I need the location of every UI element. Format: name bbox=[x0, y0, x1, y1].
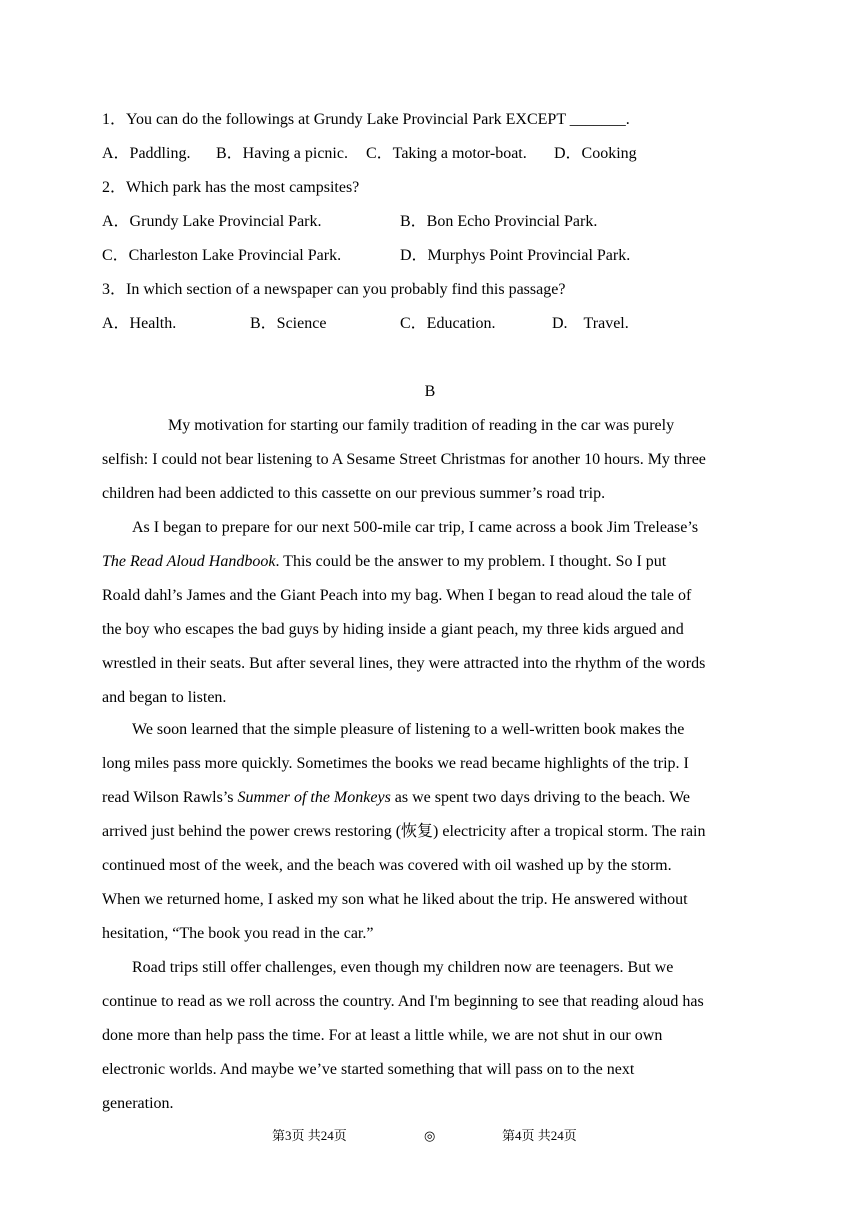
question-1-option-c: C．Taking a motor-boat. bbox=[366, 145, 527, 162]
p4-line-1: Road trips still offer challenges, even though my children now are teenagers. But we bbox=[132, 959, 674, 976]
question-1-option-b: B．Having a picnic. bbox=[216, 145, 348, 162]
p4-line-5: generation. bbox=[102, 1095, 174, 1112]
p3-line-4: arrived just behind the power crews restoring (恢复) electricity after a tropical storm. The rain bbox=[102, 823, 706, 840]
p2-line-4: the boy who escapes the bad guys by hiding inside a giant peach, my three kids argued and bbox=[102, 621, 684, 638]
question-1-text: 1．You can do the followings at Grundy Lake Provincial Park EXCEPT _______. bbox=[102, 111, 630, 128]
p4-line-3: done more than help pass the time. For at least a little while, we are not shut in our own bbox=[102, 1027, 663, 1044]
p3-line-3-b: as we spent two days driving to the beach. We bbox=[390, 789, 691, 806]
question-3-option-b: B．Science bbox=[250, 315, 327, 332]
p4-line-4: electronic worlds. And maybe we’ve started something that will pass on to the next bbox=[102, 1061, 635, 1078]
p3-line-3-a: read Wilson Rawls’s bbox=[102, 789, 238, 806]
p3-line-2: long miles pass more quickly. Sometimes the books we read became highlights of the trip. I bbox=[102, 755, 689, 772]
question-2-text: 2．Which park has the most campsites? bbox=[102, 179, 360, 196]
book-title-read-aloud-handbook: The Read Aloud Handbook bbox=[102, 553, 276, 570]
question-1-option-d: D．Cooking bbox=[554, 145, 637, 162]
p2-line-3: Roald dahl’s James and the Giant Peach into my bag. When I began to read aloud the tale of bbox=[102, 587, 692, 604]
book-title-summer-of-the-monkeys: Summer of the Monkeys bbox=[237, 789, 391, 806]
question-2-option-a: A．Grundy Lake Provincial Park. bbox=[102, 213, 322, 230]
p2-line-5: wrestled in their seats. But after several lines, they were attracted into the rhythm of the words bbox=[102, 655, 706, 672]
footer-page-right: 第4页 共24页 bbox=[502, 1128, 577, 1143]
question-1-option-a: A．Paddling. bbox=[102, 145, 191, 162]
p2-line-2 bbox=[102, 552, 666, 572]
question-2-option-d: D．Murphys Point Provincial Park. bbox=[400, 247, 631, 264]
p2-line-6: and began to listen. bbox=[102, 689, 227, 706]
p1-line-2: selfish: I could not bear listening to A Sesame Street Christmas for another 10 hours. My three bbox=[102, 451, 706, 468]
footer-page-left: 第3页 共24页 bbox=[272, 1128, 347, 1143]
p1-line-1: My motivation for starting our family tradition of reading in the car was purely bbox=[168, 417, 675, 434]
p3-line-5: continued most of the week, and the beach was covered with oil washed up by the storm. bbox=[102, 857, 672, 874]
p3-line-3 bbox=[102, 788, 690, 808]
p3-line-6: When we returned home, I asked my son what he liked about the trip. He answered without bbox=[102, 891, 688, 908]
footer-center-symbol: ◎ bbox=[424, 1128, 436, 1143]
question-3-option-c: C．Education. bbox=[400, 315, 496, 332]
question-2-option-b: B．Bon Echo Provincial Park. bbox=[400, 213, 598, 230]
section-b-heading: B bbox=[424, 383, 436, 400]
question-2-option-c: C．Charleston Lake Provincial Park. bbox=[102, 247, 342, 264]
question-3-option-d: D. Travel. bbox=[552, 315, 629, 332]
p1-line-3: children had been addicted to this cassette on our previous summer’s road trip. bbox=[102, 485, 606, 502]
p3-line-7: hesitation, “The book you read in the car.” bbox=[102, 925, 374, 942]
p2-line-1: As I began to prepare for our next 500-mile car trip, I came across a book Jim Trelease’s bbox=[132, 519, 699, 536]
question-3-text: 3．In which section of a newspaper can you probably find this passage? bbox=[102, 281, 566, 298]
p2-line-2-rest: . This could be the answer to my problem. I thought. So I put bbox=[275, 553, 667, 570]
question-3-option-a: A．Health. bbox=[102, 315, 177, 332]
p3-line-1: We soon learned that the simple pleasure of listening to a well-written book makes the bbox=[132, 721, 685, 738]
p4-line-2: continue to read as we roll across the country. And I'm beginning to see that reading aloud has bbox=[102, 993, 704, 1010]
